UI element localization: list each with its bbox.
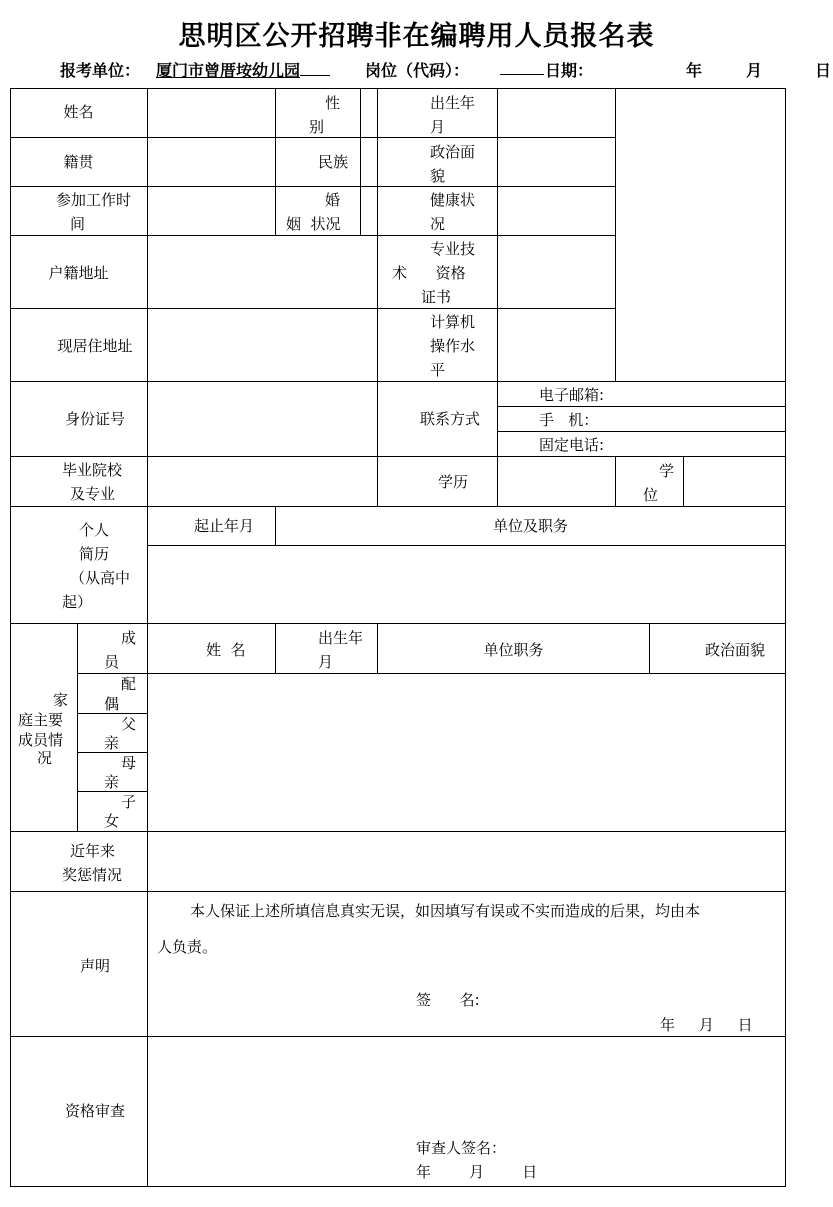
label-mother-1: 母 (121, 754, 137, 772)
phone-field[interactable] (646, 432, 785, 456)
native-field[interactable] (148, 138, 275, 186)
degree-field[interactable] (684, 457, 785, 506)
label-review: 资格审查 (64, 1102, 125, 1120)
label-degree-2: 位 (643, 486, 659, 504)
reviewer-label: 审查人签名： (416, 1139, 507, 1157)
date-month: 月 (746, 61, 763, 80)
label-name: 姓名 (63, 103, 94, 121)
label-computer-2: 操作水 (430, 337, 476, 355)
label-resume-4: 起） (62, 593, 93, 611)
label-id-card: 身份证号 (64, 410, 125, 428)
signature-field[interactable] (500, 988, 700, 1012)
id-card-field[interactable] (148, 382, 377, 456)
health-field[interactable] (498, 187, 615, 235)
work-time-field[interactable] (148, 187, 275, 235)
label-member-2: 员 (104, 653, 120, 671)
name-field[interactable] (148, 89, 275, 137)
label-member-1: 成 (121, 629, 137, 647)
label-computer-3: 平 (430, 361, 446, 379)
label-mother-2: 亲 (104, 773, 120, 791)
label-email: 电子邮箱: (539, 386, 605, 404)
unit-label: 报考单位： (60, 61, 141, 80)
label-political-1: 政治面 (430, 143, 476, 161)
declaration-text-2: 人负责。 (157, 938, 218, 956)
label-family-3: 成员情 (18, 731, 64, 749)
label-birth-1: 出生年 (430, 94, 476, 112)
address-field[interactable] (148, 309, 377, 381)
label-gender-2: 别 (309, 118, 325, 136)
col-period: 起止年月 (194, 517, 255, 535)
label-mobile: 手 机： (539, 411, 599, 429)
date-day: 日 (815, 61, 832, 80)
label-hukou: 户籍地址 (48, 264, 109, 282)
label-resume-1: 个人 (79, 521, 110, 539)
label-phone: 固定电话: (539, 436, 605, 454)
label-awards-1: 近年来 (70, 842, 116, 860)
label-school-1: 毕业院校 (62, 461, 123, 479)
label-family-2: 庭主要 (18, 711, 64, 729)
email-field[interactable] (616, 382, 785, 406)
label-ethnicity: 民族 (318, 153, 349, 171)
review-date: 年 月 日 (416, 1163, 538, 1181)
label-declaration: 声明 (79, 957, 110, 975)
col-fam-political: 政治面貌 (704, 641, 765, 659)
label-computer-1: 计算机 (430, 313, 476, 331)
label-health-1: 健康状 (430, 191, 476, 209)
label-awards-2: 奖惩情况 (62, 866, 123, 884)
label-resume-2: 简历 (79, 545, 110, 563)
position-label: 岗位（代码）： (365, 61, 470, 80)
label-political-2: 貌 (430, 167, 446, 185)
label-cert-1: 专业技 (430, 240, 476, 258)
col-fam-unit: 单位职务 (483, 641, 544, 659)
declaration-text-1: 本人保证上述所填信息真实无误，如因填写有误或不实而造成的后果，均由本 (190, 902, 701, 920)
label-birth-2: 月 (430, 118, 446, 136)
label-spouse-2: 偶 (104, 695, 120, 713)
photo-area[interactable] (616, 89, 785, 381)
signature-label: 签 名: (416, 991, 480, 1009)
label-family-1: 家 (53, 691, 69, 709)
label-marital-2: 姻 状况 (286, 215, 341, 233)
label-work-time-1: 参加工作时 (56, 191, 132, 209)
political-field[interactable] (498, 138, 615, 186)
mobile-field[interactable] (616, 407, 785, 431)
label-school-2: 及专业 (70, 485, 116, 503)
education-field[interactable] (498, 457, 615, 506)
label-father-1: 父 (121, 715, 137, 733)
label-work-time-2: 间 (70, 215, 86, 233)
label-native: 籍贯 (63, 153, 94, 171)
label-father-2: 亲 (104, 734, 120, 752)
awards-field[interactable] (148, 832, 785, 891)
cert-field[interactable] (498, 236, 615, 308)
date-label: 日期： (545, 61, 594, 80)
birth-field[interactable] (498, 89, 615, 137)
computer-field[interactable] (498, 309, 615, 381)
label-resume-3: （从高中 (70, 569, 131, 587)
label-education: 学历 (438, 473, 469, 491)
label-gender-1: 性 (325, 94, 341, 112)
col-fam-name: 姓 名 (206, 641, 246, 659)
hukou-field[interactable] (148, 236, 377, 308)
label-cert-3: 证书 (421, 288, 452, 306)
position-field[interactable] (500, 74, 544, 75)
unit-value: 厦门市曾厝垵幼儿园 (156, 58, 330, 81)
label-marital-1: 婚 (325, 191, 341, 209)
label-degree-1: 学 (659, 462, 675, 480)
label-child-1: 子 (121, 793, 137, 811)
form-title: 思明区公开招聘非在编聘用人员报名表 (178, 21, 655, 52)
marital-field[interactable] (361, 187, 377, 235)
date-year: 年 (686, 61, 703, 80)
label-health-2: 况 (430, 215, 446, 233)
resume-field[interactable] (148, 546, 785, 623)
label-cert-2: 术 资格 (392, 264, 466, 282)
col-unit-duty: 单位及职务 (492, 517, 568, 535)
label-spouse-1: 配 (121, 675, 137, 693)
col-fam-birth-1: 出生年 (318, 629, 364, 647)
gender-field[interactable] (361, 89, 377, 137)
label-address: 现居住地址 (57, 337, 133, 355)
declaration-date: 年 月 日 (660, 1016, 753, 1034)
label-child-2: 女 (104, 812, 120, 830)
col-fam-birth-2: 月 (318, 653, 334, 671)
school-field[interactable] (148, 457, 377, 506)
label-family-4: 况 (37, 749, 53, 767)
label-contact: 联系方式 (420, 410, 481, 428)
ethnicity-field[interactable] (361, 138, 377, 186)
family-field[interactable] (148, 674, 785, 831)
